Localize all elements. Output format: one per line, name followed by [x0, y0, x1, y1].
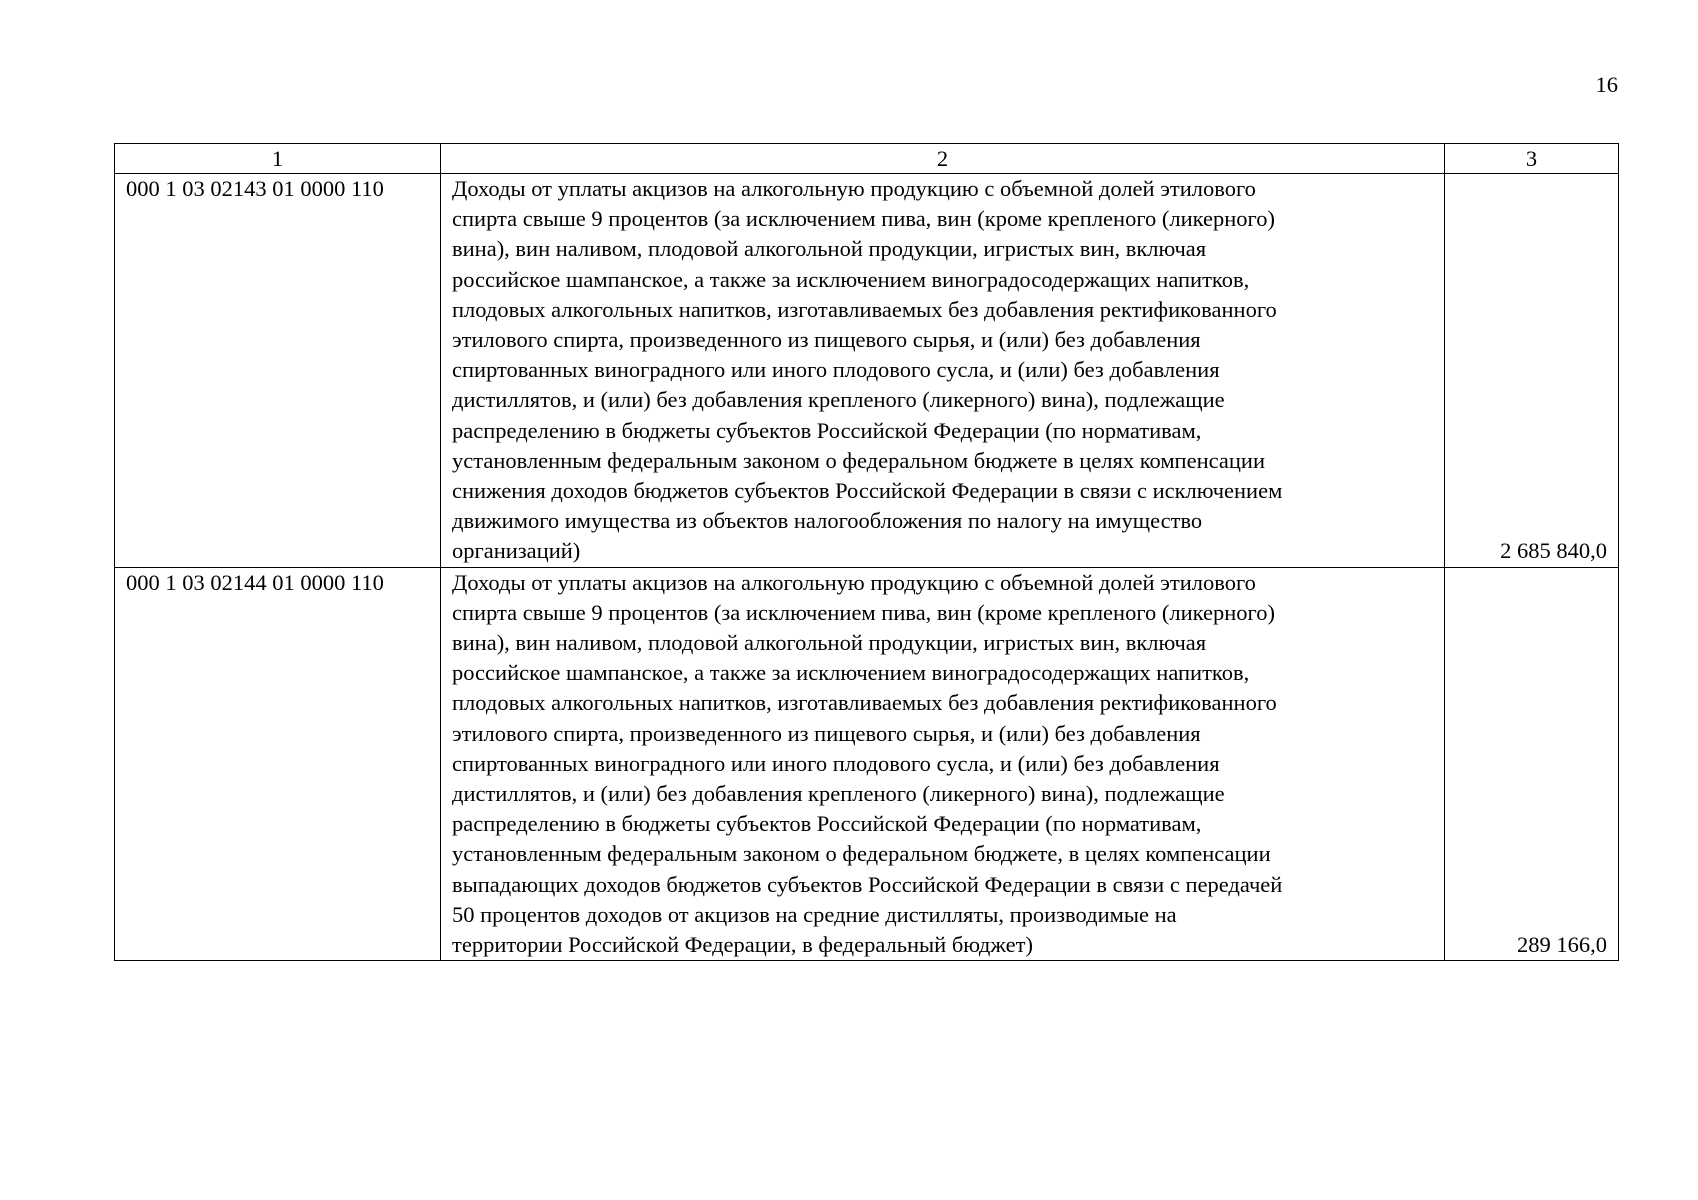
- description-line: Доходы от уплаты акцизов на алкогольную продукцию с объемной долей этилового: [452, 176, 1256, 201]
- description-line: выпадающих доходов бюджетов субъектов Российской Федерации в связи с передачей: [452, 871, 1283, 897]
- description-line: спирта свыше 9 процентов (за исключением пива, вин (кроме крепленого (ликерного): [452, 206, 1275, 232]
- page-number: 16: [1595, 72, 1618, 97]
- description-line: территории Российской Федерации, в федеральный бюджет): [452, 932, 1033, 958]
- description-line: установленным федеральным законом о федеральном бюджете, в целях компенсации: [452, 841, 1271, 867]
- description-line: дистиллятов, и (или) без добавления крепленого (ликерного) вина), подлежащие: [452, 387, 1225, 413]
- description-line: вина), вин наливом, плодовой алкогольной продукции, игристых вин, включая: [452, 630, 1207, 656]
- table-header-row: [115, 144, 1619, 174]
- description-line: Доходы от уплаты акцизов на алкогольную продукцию с объемной долей этилового: [452, 569, 1256, 595]
- description-line: распределению в бюджеты субъектов Российской Федерации (по нормативам,: [452, 417, 1202, 443]
- description-cell: [441, 567, 1445, 961]
- budget-code-cell: 000 1 03 02143 01 0000 110: [115, 174, 441, 568]
- description-line: распределению в бюджеты субъектов Российской Федерации (по нормативам,: [452, 811, 1202, 837]
- description-line: снижения доходов бюджетов субъектов Российской Федерации в связи с исключением: [452, 478, 1283, 504]
- table-row: [115, 567, 1619, 961]
- description-line: спиртованных виноградного или иного плодового сусла, и (или) без добавления: [452, 750, 1220, 776]
- description-line: вина), вин наливом, плодовой алкогольной продукции, игристых вин, включая: [452, 236, 1207, 262]
- description-cell: [441, 174, 1445, 568]
- description-line: дистиллятов, и (или) без добавления крепленого (ликерного) вина), подлежащие: [452, 781, 1225, 807]
- description-line: движимого имущества из объектов налогообложения по налогу на имущество: [452, 508, 1203, 534]
- revenue-table: [114, 143, 1619, 961]
- description-line: этилового спирта, произведенного из пищевого сырья, и (или) без добавления: [452, 720, 1201, 746]
- description-line: российское шампанское, а также за исключением виноградосодержащих напитков,: [452, 266, 1250, 292]
- description-line: этилового спирта, произведенного из пищевого сырья, и (или) без добавления: [452, 327, 1201, 353]
- header-col-3: 3: [1445, 144, 1619, 174]
- header-col-1: 1: [115, 144, 441, 174]
- table-row: [115, 174, 1619, 568]
- description-line: спиртованных виноградного или иного плодового сусла, и (или) без добавления: [452, 357, 1220, 383]
- description-line: плодовых алкогольных напитков, изготавливаемых без добавления ректификованного: [452, 296, 1277, 322]
- description-line: организаций): [452, 538, 581, 564]
- description-line: плодовых алкогольных напитков, изготавливаемых без добавления ректификованного: [452, 690, 1277, 716]
- description-line: 50 процентов доходов от акцизов на средние дистилляты, производимые на: [452, 901, 1177, 927]
- amount-cell: 2 685 840,0: [1445, 174, 1619, 568]
- budget-code-cell: 000 1 03 02144 01 0000 110: [115, 567, 441, 961]
- description-line: спирта свыше 9 процентов (за исключением пива, вин (кроме крепленого (ликерного): [452, 599, 1275, 625]
- description-line: российское шампанское, а также за исключением виноградосодержащих напитков,: [452, 660, 1250, 686]
- amount-cell: 289 166,0: [1445, 567, 1619, 961]
- header-col-2: 2: [441, 144, 1445, 174]
- description-line: установленным федеральным законом о федеральном бюджете в целях компенсации: [452, 447, 1265, 473]
